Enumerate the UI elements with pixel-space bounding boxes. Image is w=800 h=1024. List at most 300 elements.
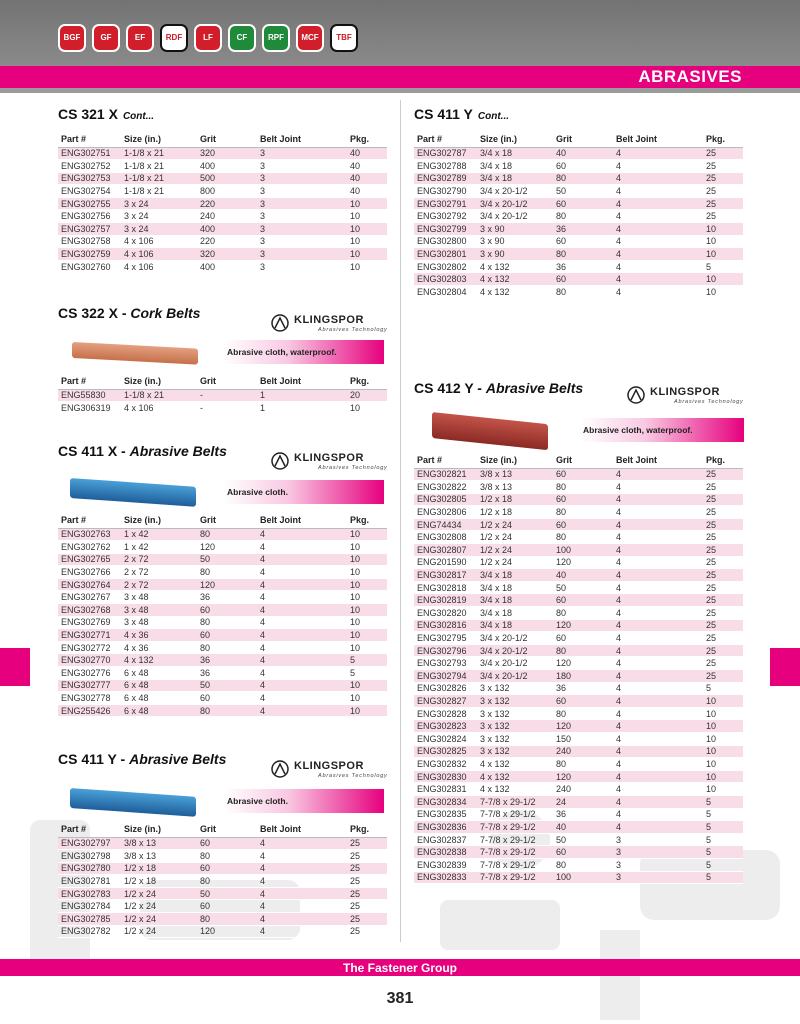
table-row	[414, 172, 743, 185]
section-code: CS 322 X	[58, 305, 118, 321]
table-cell: 220	[197, 197, 257, 210]
table-cell: ENG302783	[58, 887, 121, 900]
table-cell: 4	[257, 875, 347, 888]
table-cell: 3/4 x 18	[477, 147, 553, 160]
table-cell: 36	[553, 808, 613, 821]
table-row	[414, 273, 743, 286]
table-cell: ENG302824	[414, 732, 477, 745]
table-cell: 25	[703, 594, 743, 607]
table-cell: 3	[257, 160, 347, 173]
table-cell: ENG55830	[58, 389, 121, 402]
table-cell: ENG302791	[414, 197, 477, 210]
section-cs321x	[58, 106, 387, 273]
table-cell: 3/4 x 18	[477, 581, 553, 594]
table-row	[58, 900, 387, 913]
table-cell: 150	[553, 732, 613, 745]
table-cell: 2 x 72	[121, 553, 197, 566]
table-cell: ENG302836	[414, 821, 477, 834]
table-row	[58, 402, 387, 415]
table-cell: ENG302784	[58, 900, 121, 913]
table-cell: 3 x 48	[121, 604, 197, 617]
table-cell: 3/4 x 18	[477, 619, 553, 632]
table-cell: 4	[613, 644, 703, 657]
section-subtitle: Abrasive Belts	[129, 751, 227, 767]
table-row	[414, 619, 743, 632]
table-cell: 4	[613, 197, 703, 210]
table-cell: 50	[197, 679, 257, 692]
table-cell: ENG302782	[58, 925, 121, 938]
table-cell: 4	[257, 679, 347, 692]
table-cell: 10	[703, 235, 743, 248]
table-cell: 4 x 106	[121, 402, 197, 415]
logo-text: RPF	[268, 33, 284, 42]
table-cell: 7-7/8 x 29-1/2	[477, 795, 553, 808]
table-cell: 25	[703, 210, 743, 223]
table-row	[58, 541, 387, 554]
table-cell: 25	[703, 544, 743, 557]
table-cell: 4	[613, 808, 703, 821]
logo-badge	[330, 24, 358, 52]
section-subtitle: Cont...	[122, 111, 155, 122]
column-header: Size (in.)	[477, 453, 553, 468]
table-cell: 4 x 132	[477, 758, 553, 771]
table-row	[414, 607, 743, 620]
table-cell: 5	[703, 858, 743, 871]
table-cell: 25	[703, 197, 743, 210]
section-cs411y	[58, 751, 226, 771]
column-header: Part #	[58, 513, 121, 528]
klingspor-logo	[270, 452, 388, 471]
table-cell: 60	[553, 468, 613, 481]
table-cell: 60	[553, 493, 613, 506]
table-cell: 1/2 x 24	[121, 913, 197, 926]
header-bar	[0, 0, 800, 66]
column-header: Grit	[553, 132, 613, 147]
column-header: Pkg.	[347, 374, 387, 389]
table-cell: 240	[197, 210, 257, 223]
header-divider	[0, 88, 800, 93]
column-header: Pkg.	[347, 822, 387, 837]
table-cell: 20	[347, 389, 387, 402]
table-row	[414, 147, 743, 160]
table-cell: 1/2 x 24	[121, 900, 197, 913]
table-cell: 1/2 x 24	[477, 556, 553, 569]
table-cell: 80	[197, 913, 257, 926]
table-cell: 40	[347, 172, 387, 185]
table-cell: 3/4 x 18	[477, 569, 553, 582]
table-row	[58, 528, 387, 541]
table-row	[58, 667, 387, 680]
table-cell: ENG302793	[414, 657, 477, 670]
table-cell: 80	[553, 644, 613, 657]
table-row	[414, 720, 743, 733]
table-cell: 10	[347, 692, 387, 705]
table-cell: 3	[613, 846, 703, 859]
table-cell: 10	[347, 578, 387, 591]
column-divider	[400, 100, 401, 942]
table-cell: 3	[257, 210, 347, 223]
table-cell: 80	[553, 607, 613, 620]
column-header: Belt Joint	[257, 132, 347, 147]
table-cell: 4	[613, 695, 703, 708]
table-cell: 25	[703, 657, 743, 670]
table-cell: 120	[553, 720, 613, 733]
table-cell: ENG302758	[58, 235, 121, 248]
table-cell: 10	[347, 260, 387, 273]
table-cell: ENG302755	[58, 197, 121, 210]
table-cell: 4	[613, 795, 703, 808]
table-cell: ENG302788	[414, 160, 477, 173]
table-cell: 4	[613, 160, 703, 173]
table-cell: 10	[703, 720, 743, 733]
table-cell: 3/8 x 13	[121, 850, 197, 863]
table-cell: 25	[703, 556, 743, 569]
table-cell: 4	[257, 913, 347, 926]
table-cell: 1/2 x 24	[477, 544, 553, 557]
column-header: Part #	[414, 132, 477, 147]
table-cell: 4	[613, 223, 703, 236]
table-cell: 4 x 106	[121, 235, 197, 248]
table-row	[414, 644, 743, 657]
table-cell: 4	[613, 770, 703, 783]
table-cell: 36	[197, 654, 257, 667]
table-cell: ENG302766	[58, 566, 121, 579]
table-cell: 25	[703, 644, 743, 657]
table-cell: 3 x 24	[121, 223, 197, 236]
table-row	[58, 629, 387, 642]
table-cell: 800	[197, 185, 257, 198]
column-header: Part #	[58, 822, 121, 837]
table-cell: 4 x 106	[121, 260, 197, 273]
table-cell: 80	[197, 528, 257, 541]
section-code: CS 411 Y	[58, 751, 117, 767]
table-cell: 240	[553, 783, 613, 796]
table-row	[414, 632, 743, 645]
table-cell: 80	[197, 704, 257, 717]
table-cell: 80	[553, 481, 613, 494]
table-row	[58, 850, 387, 863]
table-cell: 5	[703, 833, 743, 846]
table-cell: 4	[257, 616, 347, 629]
section-cs411y-cont	[414, 106, 743, 299]
table-cell: ENG302835	[414, 808, 477, 821]
table-cell: 1	[257, 389, 347, 402]
column-header: Belt Joint	[613, 453, 703, 468]
table-cell: 240	[553, 745, 613, 758]
table-cell: 120	[197, 541, 257, 554]
table-cell: 25	[703, 581, 743, 594]
logo-badge	[262, 24, 290, 52]
parts-table	[58, 513, 387, 717]
table-row	[414, 821, 743, 834]
product-description: Abrasive cloth.	[224, 480, 384, 504]
table-cell: 25	[703, 493, 743, 506]
table-cell: 10	[347, 616, 387, 629]
table-cell: 25	[703, 160, 743, 173]
table-cell: 3/4 x 18	[477, 160, 553, 173]
table-cell: 5	[703, 682, 743, 695]
table-cell: 1/2 x 24	[477, 531, 553, 544]
table-cs411y	[58, 822, 387, 938]
table-cell: 4	[257, 692, 347, 705]
table-cell: 10	[703, 286, 743, 299]
logo-text: BGF	[63, 33, 81, 42]
table-cell: 120	[553, 657, 613, 670]
table-cell: 10	[347, 704, 387, 717]
table-cell: 4	[613, 745, 703, 758]
table-row	[414, 783, 743, 796]
table-cell: 60	[197, 862, 257, 875]
table-cell: 60	[553, 594, 613, 607]
table-cell: 25	[703, 147, 743, 160]
table-cell: 10	[347, 591, 387, 604]
table-cell: 80	[553, 758, 613, 771]
table-cell: ENG302762	[58, 541, 121, 554]
logo-text: GF	[100, 33, 112, 42]
table-row	[414, 682, 743, 695]
table-cell: 1-1/8 x 21	[121, 185, 197, 198]
table-cell: 3 x 132	[477, 707, 553, 720]
table-cell: 3/4 x 20-1/2	[477, 670, 553, 683]
column-header: Grit	[553, 453, 613, 468]
table-cell: 25	[347, 913, 387, 926]
table-cell: 3 x 90	[477, 223, 553, 236]
table-row	[414, 286, 743, 299]
category-title: ABRASIVES	[638, 67, 742, 86]
logo-text: MCF	[301, 33, 319, 42]
table-cell: ENG255426	[58, 704, 121, 717]
table-row	[58, 235, 387, 248]
table-row	[414, 531, 743, 544]
table-cell: 6 x 48	[121, 692, 197, 705]
table-cell: 4	[613, 260, 703, 273]
table-cell: 4	[613, 619, 703, 632]
logo-badge	[58, 24, 86, 52]
table-cell: ENG302831	[414, 783, 477, 796]
table-cell: 80	[197, 875, 257, 888]
table-cell: 60	[197, 692, 257, 705]
table-row	[58, 604, 387, 617]
logo-text: CF	[236, 33, 248, 42]
table-cell: 4	[613, 821, 703, 834]
table-cell: 3	[257, 223, 347, 236]
table-cell: 3 x 90	[477, 248, 553, 261]
table-cell: 25	[703, 607, 743, 620]
table-cell: 4	[257, 604, 347, 617]
table-cell: 50	[553, 185, 613, 198]
table-cell: 1-1/8 x 21	[121, 147, 197, 160]
section-title: CS 411 X - Abrasive Belts	[58, 443, 227, 459]
table-cell: ENG302792	[414, 210, 477, 223]
table-cell: 4	[257, 541, 347, 554]
table-cell: 80	[197, 566, 257, 579]
blue-belt-image	[70, 788, 196, 817]
table-cell: 10	[703, 783, 743, 796]
klingspor-logo	[626, 386, 744, 405]
table-cell: 4	[613, 682, 703, 695]
klingspor-logo	[270, 314, 388, 333]
table-cell: 60	[553, 235, 613, 248]
table-row	[58, 553, 387, 566]
table-cell: 50	[197, 553, 257, 566]
table-cell: 1/2 x 18	[121, 875, 197, 888]
table-cell: 40	[347, 160, 387, 173]
table-cell: 10	[347, 528, 387, 541]
product-description: Abrasive cloth, waterproof.	[580, 418, 744, 442]
table-cell: 220	[197, 235, 257, 248]
table-cell: 180	[553, 670, 613, 683]
table-cell: ENG302770	[58, 654, 121, 667]
table-cs411x	[58, 513, 387, 717]
table-cell: 4 x 36	[121, 629, 197, 642]
table-row	[414, 695, 743, 708]
table-cell: 10	[703, 707, 743, 720]
table-row	[414, 493, 743, 506]
table-cell: 80	[197, 616, 257, 629]
table-cell: 10	[347, 553, 387, 566]
table-cell: 1/2 x 18	[477, 506, 553, 519]
table-cell: ENG302818	[414, 581, 477, 594]
table-cell: 5	[347, 667, 387, 680]
table-cell: 4	[613, 594, 703, 607]
klingspor-icon	[626, 386, 646, 404]
table-row	[414, 468, 743, 481]
table-cell: 4	[257, 850, 347, 863]
table-cell: 3 x 132	[477, 695, 553, 708]
section-title: CS 322 X - Cork Belts	[58, 305, 201, 321]
column-header: Belt Joint	[257, 513, 347, 528]
table-cell: 3	[257, 172, 347, 185]
table-cell: ENG302756	[58, 210, 121, 223]
table-cell: 1-1/8 x 21	[121, 389, 197, 402]
table-cell: 60	[553, 518, 613, 531]
table-cell: 80	[553, 506, 613, 519]
logo-badge	[194, 24, 222, 52]
column-header: Size (in.)	[121, 822, 197, 837]
table-cell: 7-7/8 x 29-1/2	[477, 858, 553, 871]
klingspor-name: KLINGSPOR	[294, 452, 364, 464]
table-cell: 1/2 x 24	[121, 887, 197, 900]
company-name: The Fastener Group	[342, 961, 458, 975]
table-cell: 3 x 24	[121, 210, 197, 223]
product-description: Abrasive cloth.	[224, 789, 384, 813]
table-cell: ENG302767	[58, 591, 121, 604]
table-cell: 60	[553, 632, 613, 645]
table-cell: 10	[703, 273, 743, 286]
table-row	[414, 481, 743, 494]
column-header: Grit	[197, 374, 257, 389]
table-cell: 80	[553, 172, 613, 185]
table-row	[58, 389, 387, 402]
table-cell: 80	[553, 707, 613, 720]
table-cell: 4	[257, 837, 347, 850]
table-cell: 4 x 132	[121, 654, 197, 667]
klingspor-icon	[270, 760, 290, 778]
table-cell: 4	[613, 210, 703, 223]
klingspor-tagline: Abrasives Technology	[318, 327, 388, 333]
table-row	[414, 670, 743, 683]
table-cell: 3	[257, 185, 347, 198]
table-cell: 3 x 90	[477, 235, 553, 248]
table-cell: 80	[197, 850, 257, 863]
table-cell: 60	[553, 197, 613, 210]
table-row	[414, 770, 743, 783]
table-cell: 60	[553, 160, 613, 173]
table-cell: 4 x 132	[477, 770, 553, 783]
table-row	[58, 185, 387, 198]
section-subtitle: Cork Belts	[130, 305, 201, 321]
table-cell: 5	[703, 846, 743, 859]
table-cell: 4	[613, 581, 703, 594]
column-header: Part #	[414, 453, 477, 468]
logo-badge	[126, 24, 154, 52]
table-cell: 4	[257, 704, 347, 717]
table-row	[58, 862, 387, 875]
table-cell: 25	[703, 468, 743, 481]
table-cell: 6 x 48	[121, 679, 197, 692]
table-cell: 50	[553, 581, 613, 594]
klingspor-tagline: Abrasives Technology	[318, 773, 388, 779]
table-row	[58, 248, 387, 261]
table-row	[414, 260, 743, 273]
table-row	[414, 248, 743, 261]
category-band	[0, 66, 800, 88]
table-cell: 7-7/8 x 29-1/2	[477, 846, 553, 859]
table-cell: ENG302752	[58, 160, 121, 173]
table-row	[414, 197, 743, 210]
table-cell: 36	[553, 223, 613, 236]
table-cell: ENG302776	[58, 667, 121, 680]
table-cell: 4	[613, 569, 703, 582]
table-cell: 6 x 48	[121, 704, 197, 717]
table-cell: 4	[613, 468, 703, 481]
table-cell: 10	[347, 566, 387, 579]
table-cell: 3	[257, 248, 347, 261]
table-row	[414, 185, 743, 198]
table-cell: ENG302771	[58, 629, 121, 642]
table-cell: 320	[197, 147, 257, 160]
column-header: Belt Joint	[257, 374, 347, 389]
table-row	[414, 833, 743, 846]
table-cell: 4	[257, 925, 347, 938]
table-cell: 4	[613, 147, 703, 160]
table-cell: 3 x 132	[477, 682, 553, 695]
table-cell: 1-1/8 x 21	[121, 172, 197, 185]
table-row	[58, 223, 387, 236]
table-cell: 3	[613, 871, 703, 884]
page-number: 381	[386, 990, 414, 1007]
table-cell: 3	[257, 260, 347, 273]
table-cell: 3	[257, 235, 347, 248]
table-cell: 3/4 x 20-1/2	[477, 657, 553, 670]
table-cell: ENG302778	[58, 692, 121, 705]
section-subtitle: Cont...	[477, 111, 510, 122]
table-cell: ENG302805	[414, 493, 477, 506]
table-cell: 60	[197, 604, 257, 617]
table-cell: ENG302777	[58, 679, 121, 692]
table-cell: 4	[613, 607, 703, 620]
column-header: Part #	[58, 374, 121, 389]
table-cell: 10	[703, 695, 743, 708]
table-cell: ENG302769	[58, 616, 121, 629]
table-cell: 100	[553, 544, 613, 557]
table-cell: 1 x 42	[121, 541, 197, 554]
table-cell: 4	[257, 887, 347, 900]
table-cell: 4	[257, 578, 347, 591]
table-cell: ENG302832	[414, 758, 477, 771]
table-cell: 3 x 132	[477, 720, 553, 733]
table-cell: ENG302789	[414, 172, 477, 185]
